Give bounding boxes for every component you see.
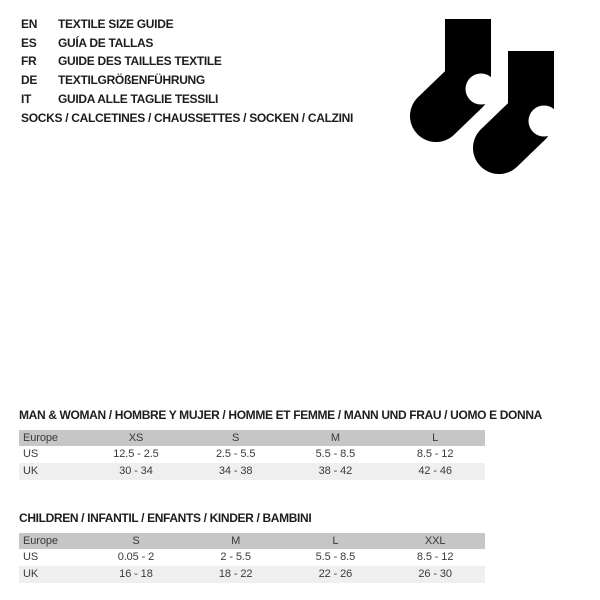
language-row-it [21, 90, 222, 109]
header-cell-size: S [132, 535, 140, 547]
language-row-fr [21, 52, 222, 71]
header-cell-region: Europe [23, 535, 58, 547]
header-cell-size: L [332, 535, 339, 547]
table-row-us [19, 549, 485, 566]
table-row-us [19, 446, 485, 463]
header-cell-size: L [432, 432, 439, 444]
size-value: 12.5 - 2.5 [113, 448, 159, 460]
size-value: 5.5 - 8.5 [315, 448, 356, 460]
size-value: 26 - 30 [418, 568, 452, 580]
size-value: 8.5 - 12 [416, 448, 454, 460]
adult-size-table [19, 430, 485, 480]
socks-icon [400, 12, 570, 182]
header-cell-size: XS [128, 432, 144, 444]
adult-size-section [19, 408, 542, 480]
size-value: 8.5 - 12 [416, 551, 454, 563]
language-label: TEXTILE SIZE GUIDE [58, 17, 174, 31]
size-value: 5.5 - 8.5 [315, 551, 356, 563]
language-label: TEXTILGRÖßENFÜHRUNG [58, 73, 205, 88]
children-size-table [19, 533, 485, 583]
table-row-uk [19, 463, 485, 480]
language-row-en [21, 15, 222, 34]
sock-right-icon [499, 51, 560, 148]
language-label: GUIDA ALLE TAGLIE TESSILI [58, 91, 219, 106]
language-list [21, 15, 222, 108]
table-header-row [19, 533, 485, 549]
row-label: UK [23, 465, 39, 477]
language-code: DE [21, 73, 38, 88]
header-cell-size: M [330, 432, 340, 444]
table-header-row [19, 430, 485, 446]
header-cell-region: Europe [23, 432, 58, 444]
language-label: GUÍA DE TALLAS [58, 35, 154, 50]
sock-left-icon [436, 19, 497, 116]
adult-table-title: MAN & WOMAN / HOMBRE Y MUJER / HOMME ET FEMME / MANN UND FRAU / UOMO E DONNA [19, 408, 542, 422]
row-label: UK [23, 568, 39, 580]
children-size-section [19, 511, 485, 583]
size-value: 22 - 26 [318, 568, 353, 580]
language-code: FR [21, 54, 37, 69]
language-code: EN [21, 17, 38, 31]
table-row-uk [19, 566, 485, 583]
language-row-de [21, 71, 222, 90]
size-value: 30 - 34 [119, 465, 153, 477]
header-cell-size: S [232, 432, 240, 444]
size-value: 16 - 18 [119, 568, 153, 580]
language-label: GUIDE DES TAILLES TEXTILE [58, 54, 222, 69]
category-title: SOCKS / CALCETINES / CHAUSSETTES / SOCKEN / CALZINI [21, 111, 354, 125]
size-value: 2.5 - 5.5 [215, 448, 256, 460]
header-cell-size: M [231, 535, 241, 547]
size-value: 38 - 42 [318, 465, 353, 477]
header-cell-size: XXL [424, 535, 446, 547]
children-table-title: CHILDREN / INFANTIL / ENFANTS / KINDER / BAMBINI [19, 511, 312, 525]
size-value: 0.05 - 2 [117, 551, 155, 563]
size-value: 34 - 38 [218, 465, 253, 477]
size-value: 18 - 22 [218, 568, 253, 580]
language-code: IT [21, 91, 32, 106]
language-row-es [21, 34, 222, 53]
row-label: US [23, 448, 39, 460]
language-code: ES [21, 35, 37, 50]
size-value: 42 - 46 [418, 465, 452, 477]
row-label: US [23, 551, 39, 563]
size-value: 2 - 5.5 [220, 551, 251, 563]
